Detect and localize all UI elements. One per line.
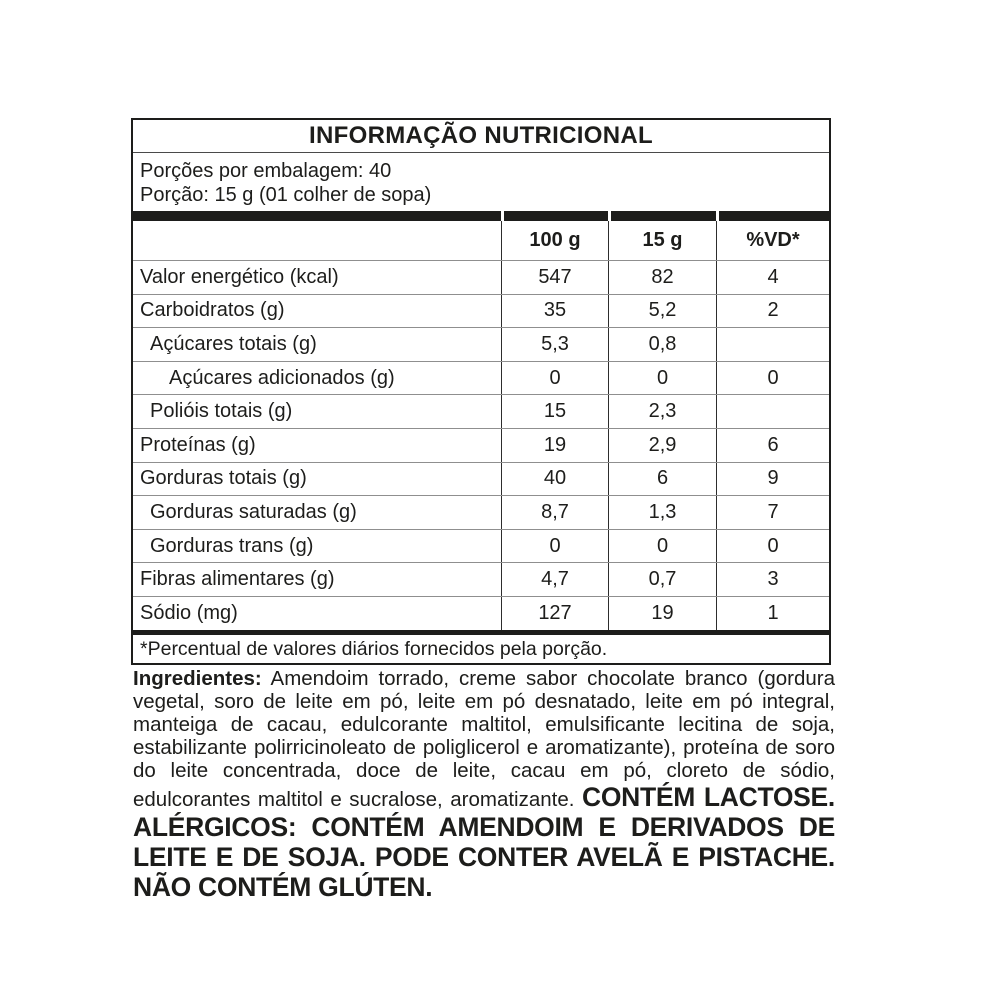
value-15g: 82 [608,261,716,294]
value-15g: 1,3 [608,496,716,529]
value-vd [716,395,829,428]
nutrient-name: Açúcares totais (g) [150,332,317,355]
value-15g: 0,7 [608,563,716,596]
value-100g: 8,7 [501,496,608,529]
value-vd: 7 [716,496,829,529]
nutrient-name: Gorduras saturadas (g) [150,500,357,523]
table-row [133,495,829,529]
table-row [133,361,829,395]
value-100g: 4,7 [501,563,608,596]
table-row [133,596,829,630]
value-100g: 0 [501,530,608,563]
value-vd: 9 [716,463,829,496]
value-15g: 0 [608,362,716,395]
thick-bar-segment [133,211,501,221]
value-15g: 5,2 [608,295,716,328]
value-15g: 0,8 [608,328,716,361]
ingredients-paragraph [133,667,835,902]
value-vd [716,328,829,361]
allergen-warning-text: CONTÉM LACTOSE. ALÉRGICOS: CONTÉM AMENDOIM E DERIVADOS DE LEITE E DE SOJA. PODE CONTER AVELÃ E PISTACHE. NÃO CONTÉM GLÚTEN. [133,782,835,902]
daily-value-footnote: *Percentual de valores diários fornecidos pela porção. [140,637,608,660]
table-row [133,529,829,563]
header-col-vd: %VD* [716,221,829,260]
value-vd: 3 [716,563,829,596]
serving-size: Porção: 15 g (01 colher de sopa) [140,184,432,206]
value-15g: 2,9 [608,429,716,462]
nutrition-title: INFORMAÇÃO NUTRICIONAL [133,120,829,153]
value-100g: 5,3 [501,328,608,361]
nutrient-name: Valor energético (kcal) [140,265,339,288]
ingredients-label: Ingredientes: [133,667,262,690]
value-100g: 35 [501,295,608,328]
thick-bar-segment [716,211,829,221]
nutrient-name: Sódio (mg) [140,601,238,624]
value-vd: 0 [716,362,829,395]
value-vd: 4 [716,261,829,294]
thick-bar-segment [608,211,716,221]
table-row [133,294,829,328]
value-15g: 2,3 [608,395,716,428]
nutrient-name: Carboidratos (g) [140,299,285,322]
nutrient-name: Gorduras trans (g) [150,534,314,557]
value-15g: 19 [608,597,716,630]
value-100g: 40 [501,463,608,496]
nutrient-name: Gorduras totais (g) [140,467,307,490]
value-100g: 19 [501,429,608,462]
table-row [133,428,829,462]
value-vd: 1 [716,597,829,630]
value-100g: 15 [501,395,608,428]
value-100g: 0 [501,362,608,395]
nutrient-name: Açúcares adicionados (g) [169,366,395,389]
value-100g: 547 [501,261,608,294]
value-vd: 0 [716,530,829,563]
nutrition-facts-panel [131,118,831,665]
nutrient-name: Proteínas (g) [140,433,256,456]
servings-per-package: Porções por embalagem: 40 [140,160,392,182]
value-vd: 6 [716,429,829,462]
nutrient-name: Fibras alimentares (g) [140,568,335,591]
table-row [133,260,829,294]
header-col-15g: 15 g [608,221,716,260]
value-15g: 6 [608,463,716,496]
header-thick-bar [133,211,829,221]
ingredients-text: Amendoim torrado, creme sabor chocolate branco (gordura vegetal, soro de leite em pó, leite em pó desnatado, leite em pó integral, manteiga de cacau, edulcorante maltitol, emulsificante lecitina de soja, estabilizante polirricinoleato de poliglicerol e aromatizante), proteína de soro do leite concentrada, doce de leite, cacau em pó, cloreto de sódio, edulcorantes maltitol e sucralose, aromatizante. [133,667,835,811]
value-vd: 2 [716,295,829,328]
table-row [133,394,829,428]
table-row [133,462,829,496]
value-100g: 127 [501,597,608,630]
thick-bar-segment [501,211,608,221]
header-empty-cell [133,221,501,260]
nutrient-name: Polióis totais (g) [150,400,293,423]
header-col-100g: 100 g [501,221,608,260]
table-header-row [133,221,829,260]
servings-info [133,153,829,211]
table-row [133,562,829,596]
table-row [133,327,829,361]
value-15g: 0 [608,530,716,563]
